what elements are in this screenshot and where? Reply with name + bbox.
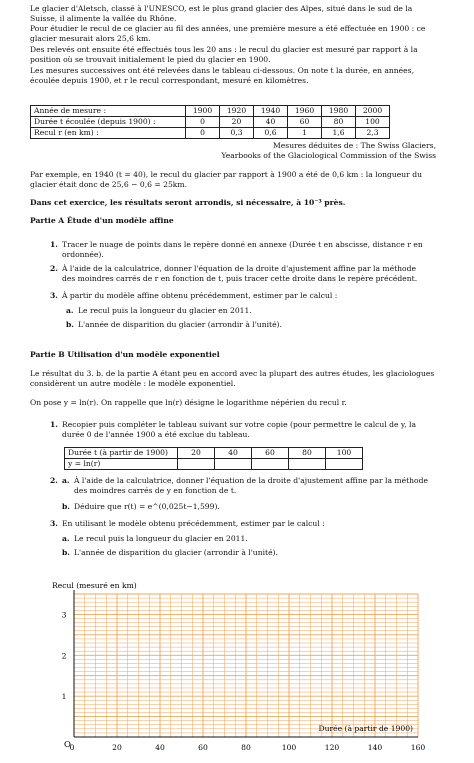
graph-x-label: Durée (à partir de 1900) — [318, 724, 413, 733]
intro-line-1: Le glacier d'Aletsch, classé à l'UNESCO, est le plus grand glacier des Alpes, situé dans le sud de la — [30, 4, 413, 13]
y-tick-label: 1 — [61, 692, 67, 702]
table-cell: 100 — [356, 117, 390, 128]
intro-line-8: écoulée depuis 1900, et r le recul correspondant, mesuré en kilomètres. — [30, 76, 309, 85]
x-tick-label: 120 — [324, 743, 340, 752]
part-b-q3b: b. L'année de disparition du glacier (arrondir à l'unité). — [62, 548, 278, 557]
part-a-q1: 1. Tracer le nuage de points dans le repère donné en annexe (Durée t en abscisse, distance r en ordonnée). — [50, 240, 423, 260]
part-a-q3: 3. À partir du modèle affine obtenu précédemment, estimer par le calcul : — [50, 291, 338, 300]
part-b-q1: 1. Recopier puis compléter le tableau suivant sur votre copie (pour permettre le calcul de y, la durée 0 de l'année 1900 a été exclue du tableau. — [50, 420, 416, 440]
x-tick-label: 140 — [367, 743, 383, 752]
part-b-q2a-text-cont: des moindres carrés de y en fonction de t. — [74, 486, 237, 496]
table-cell: 0 — [186, 117, 220, 128]
row-label: Année de mesure : — [31, 106, 186, 117]
table-cell: 1960 — [288, 106, 322, 117]
intro-line-4: glacier mesurait alors 25,6 km. — [30, 34, 151, 43]
part-a-q3b-text: L'année de disparition du glacier (arrondir à l'unité). — [78, 320, 282, 329]
table-cell: 2,3 — [356, 128, 390, 139]
part-a-q2-text: À l'aide de la calculatrice, donner l'équation de la droite d'ajustement affine par la méthode — [62, 264, 416, 273]
table-cell: 0,3 — [220, 128, 254, 139]
table-cell: 2000 — [356, 106, 390, 117]
x-tick-label: 100 — [281, 743, 297, 752]
part-b-q2a-text: À l'aide de la calculatrice, donner l'équation de la droite d'ajustement affine par la méthode — [74, 476, 428, 485]
part-a-q1-text-cont: ordonnée). — [62, 250, 104, 260]
row-label: y = ln(r) — [65, 459, 178, 470]
part-a-q3a-text: Le recul puis la longueur du glacier en 2011. — [78, 306, 252, 315]
table-cell: 1920 — [220, 106, 254, 117]
part-a-q3-text: À partir du modèle affine obtenu précédemment, estimer par le calcul : — [62, 291, 338, 300]
table-cell: 20 — [178, 448, 215, 459]
intro-line-3: Pour étudier le recul de ce glacier au fil des années, une première mesure a été effectuée en 1900 : ce — [30, 24, 426, 33]
example-line-2: glacier était donc de 25,6 − 0,6 = 25km. — [30, 180, 188, 189]
part-b-line-1: Le résultat du 3. b. de la partie A étant peu en accord avec la plupart des autres études, les glaciologues — [30, 369, 435, 378]
part-a-q1-text: Tracer le nuage de points dans le repère donné en annexe (Durée t en abscisse, distance r en — [62, 240, 423, 249]
source-line-1: Mesures déduites de : The Swiss Glaciers, — [273, 141, 436, 150]
x-tick-label: 40 — [155, 743, 165, 752]
part-a-q3a: a. Le recul puis la longueur du glacier en 2011. — [66, 306, 252, 315]
part-b-line-2: considèrent un autre modèle : le modèle exponentiel. — [30, 379, 236, 388]
x-tick-label: 0 — [69, 743, 75, 752]
row-label: Durée t écoulée (depuis 1900) : — [31, 117, 186, 128]
source-line-2: Yearbooks of the Glaciological Commission of the Swiss — [221, 151, 436, 160]
intro-line-5: Des relevés ont ensuite été effectués tous les 20 ans : le recul du glacier est mesuré par rapport à la — [30, 45, 418, 54]
part-b-q3a: a. Le recul puis la longueur du glacier en 2011. — [62, 534, 248, 543]
table-cell: 100 — [326, 448, 363, 459]
table-cell: 1940 — [254, 106, 288, 117]
part-a-q2: 2. À l'aide de la calculatrice, donner l'équation de la droite d'ajustement affine par la méthode des moindres carrés de r en fonction de t, puis tracer cette droite dans le repère précédent. — [50, 264, 418, 284]
table-cell: 60 — [252, 448, 289, 459]
part-b-q2a: 2. a. À l'aide de la calculatrice, donner l'équation de la droite d'ajustement affine par la méthode des moindres carrés de y en fonction de t. — [50, 476, 428, 496]
x-tick-label: 160 — [410, 743, 426, 752]
intro-line-6: position où se trouvait initialement le pied du glacier en 1900. — [30, 55, 271, 64]
y-tick-label: 3 — [61, 610, 67, 620]
part-b-q3a-text: Le recul puis la longueur du glacier en 2011. — [74, 534, 248, 543]
part-b-q3: 3. En utilisant le modèle obtenu précédemment, estimer par le calcul : — [50, 519, 325, 528]
table-cell: 20 — [220, 117, 254, 128]
part-b-q3b-text: L'année de disparition du glacier (arrondir à l'unité). — [74, 548, 278, 557]
table-cell: 0,6 — [254, 128, 288, 139]
part-a-q2-text-cont: des moindres carrés de r en fonction de t, puis tracer cette droite dans le repère précédent. — [62, 274, 418, 284]
graph-origin-label: O — [64, 740, 71, 750]
part-b-q2b-text: Déduire que r(t) = e^(0,025t−1,599). — [74, 502, 220, 511]
x-tick-label: 20 — [112, 743, 122, 752]
table-cell: 1,6 — [322, 128, 356, 139]
example-line-1: Par exemple, en 1940 (t = 40), le recul du glacier par rapport à 1900 a été de 0,6 km : la longueur du — [30, 170, 422, 179]
part-b-q1-text: Recopier puis compléter le tableau suivant sur votre copie (pour permettre le calcul de y, la — [62, 420, 416, 429]
table-cell: 40 — [254, 117, 288, 128]
intro-line-7: Les mesures successives ont été relevées dans le tableau ci-dessous. On note t la durée, en années, — [30, 66, 414, 75]
part-b-line-3: On pose y = ln(r). On rappelle que ln(r) désigne le logarithme népérien du recul r. — [30, 398, 347, 407]
table-cell: 0 — [186, 128, 220, 139]
graph-x-tick-labels — [70, 743, 426, 752]
table-cell: 1900 — [186, 106, 220, 117]
graph-y-label: Recul (mesuré en km) — [52, 581, 137, 590]
part-b-q3-text: En utilisant le modèle obtenu précédemment, estimer par le calcul : — [62, 519, 325, 528]
table-cell: 60 — [288, 117, 322, 128]
part-b-q1-text-cont: durée 0 de l'année 1900 a été exclue du tableau. — [62, 430, 250, 440]
rounding-instruction: Dans cet exercice, les résultats seront arrondis, si nécessaire, à 10⁻³ près. — [30, 198, 346, 207]
x-tick-label: 60 — [198, 743, 208, 752]
graph-grid — [74, 594, 418, 737]
part-a-q3b: b. L'année de disparition du glacier (arrondir à l'unité). — [66, 320, 282, 329]
x-tick-label: 80 — [241, 743, 251, 752]
part-b-title: Partie B Utilisation d'un modèle exponentiel — [30, 350, 220, 359]
table-cell: 1980 — [322, 106, 356, 117]
part-a-title: Partie A Étude d'un modèle affine — [30, 216, 174, 225]
intro-line-2: Suisse, il alimente la vallée du Rhône. — [30, 14, 177, 23]
table-cell: 80 — [289, 448, 326, 459]
row-label: Durée t (à partir de 1900) — [65, 448, 178, 459]
row-label: Recul r (en km) : — [31, 128, 186, 139]
table-cell: 1 — [288, 128, 322, 139]
graph-y-tick-labels — [62, 610, 67, 701]
table-cell: 40 — [215, 448, 252, 459]
part-b-q2b: b. Déduire que r(t) = e^(0,025t−1,599). — [62, 502, 220, 511]
table-cell: 80 — [322, 117, 356, 128]
y-tick-label: 2 — [61, 651, 67, 661]
